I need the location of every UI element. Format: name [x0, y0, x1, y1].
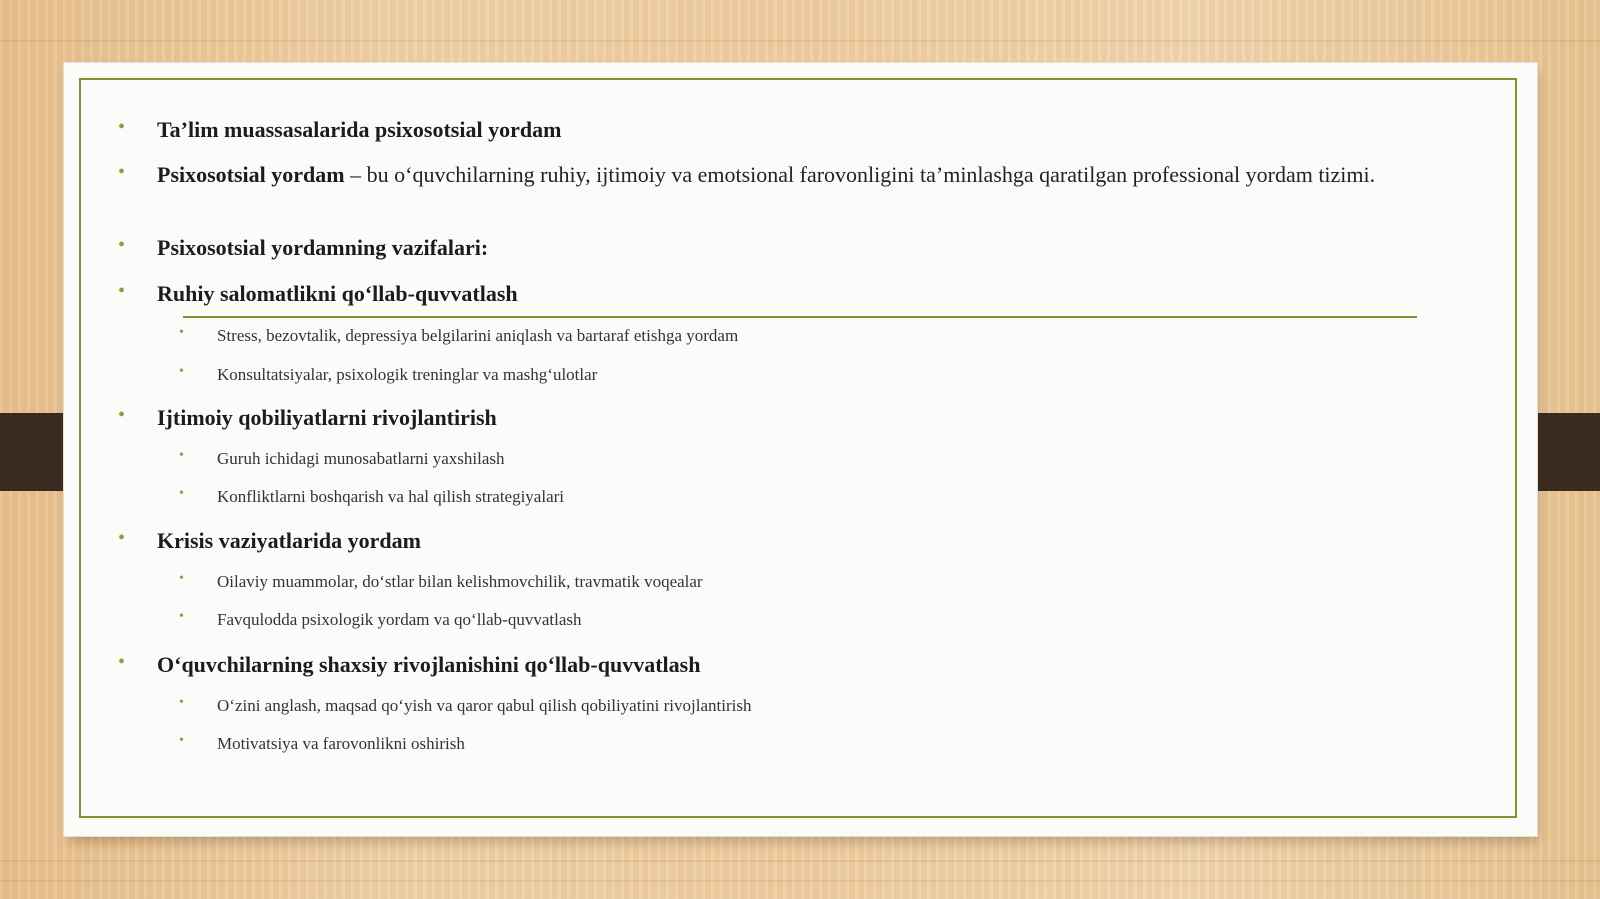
tasks-heading: Psixosotsial yordamning vazifalari: [157, 235, 489, 260]
section-heading: Ruhiy salomatlikni qo‘llab-quvvatlash [157, 281, 518, 306]
bullet-icon: • [118, 234, 126, 256]
sub-bullet-icon: • [179, 325, 184, 340]
sub-bullet-icon: • [179, 448, 184, 463]
section-point: Motivatsiya va farovonlikni oshirish [217, 734, 465, 753]
bullet-icon: • [118, 161, 126, 183]
sub-bullet-icon: • [179, 609, 184, 624]
section-point: O‘zini anglash, maqsad qo‘yish va qaror qabul qilish qobiliyatini rivojlantirish [217, 696, 752, 715]
section-point: Favqulodda psixologik yordam va qo‘llab-quvvatlash [217, 610, 582, 629]
section-heading: O‘quvchilarning shaxsiy rivojlanishini qo‘llab-quvvatlash [157, 652, 701, 677]
slide-title: Ta’lim muassasalarida psixosotsial yordam [157, 117, 562, 142]
bullet-icon: • [118, 651, 126, 673]
bullet-icon: • [118, 527, 126, 549]
sub-bullet-icon: • [179, 486, 184, 501]
bullet-icon: • [118, 280, 126, 302]
section-heading: Ijtimoiy qobiliyatlarni rivojlantirish [157, 405, 497, 430]
section-point: Guruh ichidagi munosabatlarni yaxshilash [217, 449, 505, 468]
section-divider [183, 316, 1417, 318]
section-point: Stress, bezovtalik, depressiya belgilarini aniqlash va bartaraf etishga yordam [217, 326, 739, 345]
definition-term: Psixosotsial yordam [157, 162, 345, 187]
definition-text [157, 161, 1417, 189]
bullet-icon: • [118, 116, 126, 138]
bullet-icon: • [118, 404, 126, 426]
sub-bullet-icon: • [179, 733, 184, 748]
sub-bullet-icon: • [179, 695, 184, 710]
section-point: Konsultatsiyalar, psixologik treninglar va mashg‘ulotlar [217, 365, 598, 384]
section-point: Konfliktlarni boshqarish va hal qilish strategiyalari [217, 487, 565, 506]
definition-body: – bu o‘quvchilarning ruhiy, ijtimoiy va emotsional farovonligini ta’minlashga qaratilgan professional yordam tizimi. [344, 162, 1376, 187]
sub-bullet-icon: • [179, 364, 184, 379]
section-point: Oilaviy muammolar, do‘stlar bilan kelishmovchilik, travmatik voqealar [217, 572, 703, 591]
sub-bullet-icon: • [179, 571, 184, 586]
section-heading: Krisis vaziyatlarida yordam [157, 528, 421, 553]
